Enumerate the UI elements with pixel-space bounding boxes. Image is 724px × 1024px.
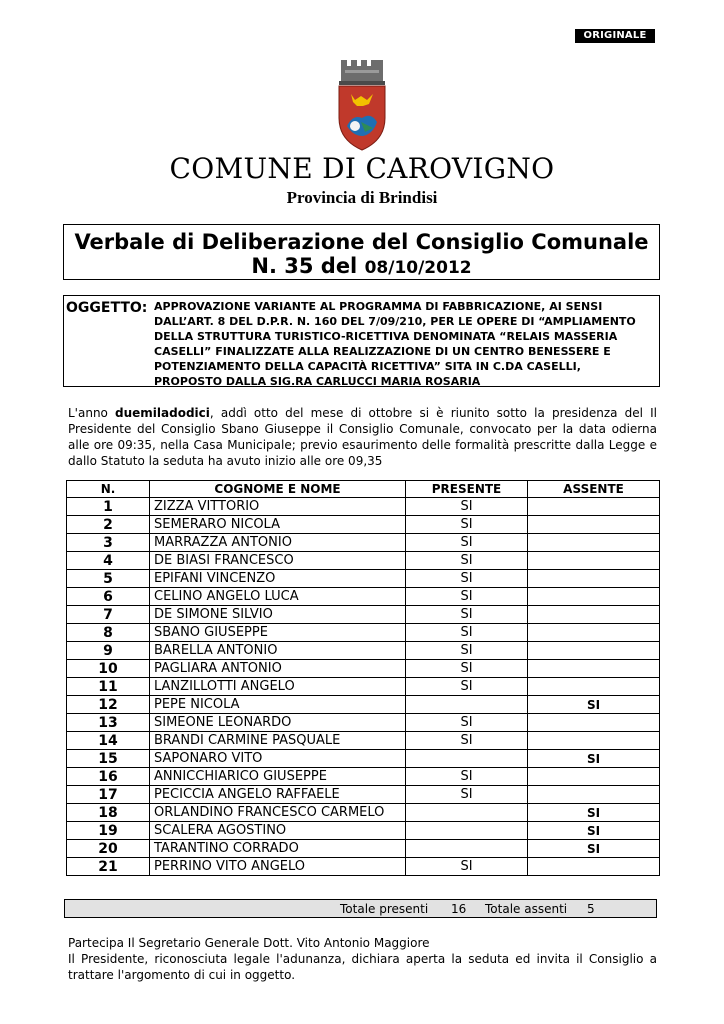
verbale-number: N. 35 (251, 254, 314, 278)
table-row (67, 840, 660, 858)
coat-of-arms-icon (327, 56, 397, 154)
row-presente: SI (406, 498, 528, 516)
row-name: MARRAZZA ANTONIO (150, 534, 406, 552)
row-number: 3 (67, 534, 150, 552)
row-presente: SI (406, 768, 528, 786)
row-presente (406, 750, 528, 768)
row-assente (528, 516, 660, 534)
row-name: SCALERA AGOSTINO (150, 822, 406, 840)
header-number: N. (67, 481, 150, 498)
table-row (67, 858, 660, 876)
row-presente: SI (406, 858, 528, 876)
verbale-number-line (64, 254, 659, 280)
table-row (67, 804, 660, 822)
row-name: LANZILLOTTI ANGELO (150, 678, 406, 696)
table-row (67, 768, 660, 786)
row-name: SEMERARO NICOLA (150, 516, 406, 534)
row-name: BARELLA ANTONIO (150, 642, 406, 660)
verbale-title: Verbale di Deliberazione del Consiglio Comunale (74, 230, 649, 254)
oggetto-line: APPROVAZIONE VARIANTE AL PROGRAMMA DI FABBRICAZIONE, AI SENSI (154, 300, 603, 313)
oggetto-line: PROPOSTO DALLA SIG.RA CARLUCCI MARIA ROSARIA (154, 375, 481, 388)
row-number: 17 (67, 786, 150, 804)
table-row (67, 588, 660, 606)
row-number: 12 (67, 696, 150, 714)
row-name: SIMEONE LEONARDO (150, 714, 406, 732)
oggetto-line: POTENZIAMENTO DELLA CAPACITÀ RICETTIVA” SITA IN C.DA CASELLI, (154, 360, 581, 373)
row-assente (528, 588, 660, 606)
row-assente (528, 642, 660, 660)
row-number: 2 (67, 516, 150, 534)
row-assente: SI (528, 822, 660, 840)
row-presente (406, 840, 528, 858)
row-number: 7 (67, 606, 150, 624)
municipality-title: COMUNE DI CAROVIGNO (169, 152, 555, 185)
totale-presenti-value: 16 (451, 902, 467, 916)
totale-assenti-label: Totale assenti (485, 902, 568, 916)
row-assente (528, 498, 660, 516)
row-number: 9 (67, 642, 150, 660)
row-name: SBANO GIUSEPPE (150, 624, 406, 642)
row-assente (528, 858, 660, 876)
header-presente: PRESENTE (406, 481, 528, 498)
table-row (67, 714, 660, 732)
row-name: DE SIMONE SILVIO (150, 606, 406, 624)
row-assente: SI (528, 840, 660, 858)
row-assente (528, 768, 660, 786)
table-row (67, 822, 660, 840)
table-row (67, 786, 660, 804)
row-number: 6 (67, 588, 150, 606)
row-assente (528, 552, 660, 570)
row-number: 16 (67, 768, 150, 786)
row-name: ZIZZA VITTORIO (150, 498, 406, 516)
row-name: ORLANDINO FRANCESCO CARMELO (150, 804, 406, 822)
row-assente (528, 624, 660, 642)
row-presente: SI (406, 516, 528, 534)
row-number: 5 (67, 570, 150, 588)
row-presente (406, 696, 528, 714)
row-name: DE BIASI FRANCESCO (150, 552, 406, 570)
row-number: 1 (67, 498, 150, 516)
header-assente: ASSENTE (528, 481, 660, 498)
row-name: PEPE NICOLA (150, 696, 406, 714)
row-assente: SI (528, 750, 660, 768)
table-row (67, 534, 660, 552)
intro-paragraph (68, 405, 657, 469)
row-assente (528, 786, 660, 804)
row-number: 4 (67, 552, 150, 570)
oggetto-line: CASELLI” FINALIZZATE ALLA REALIZZAZIONE DI UN CENTRO BENESSERE E (154, 345, 611, 358)
row-presente: SI (406, 642, 528, 660)
oggetto-text (154, 299, 648, 389)
verbale-header-box (63, 224, 660, 280)
oggetto-line: DELLA STRUTTURA TURISTICO-RICETTIVA DENOMINATA “RELAIS MASSERIA (154, 330, 618, 343)
row-name: ANNICCHIARICO GIUSEPPE (150, 768, 406, 786)
row-name: BRANDI CARMINE PASQUALE (150, 732, 406, 750)
oggetto-box (63, 295, 660, 387)
row-name: EPIFANI VINCENZO (150, 570, 406, 588)
table-row (67, 660, 660, 678)
row-presente (406, 804, 528, 822)
table-row (67, 732, 660, 750)
table-row (67, 498, 660, 516)
intro-prefix: L'anno (68, 406, 116, 420)
row-presente: SI (406, 732, 528, 750)
row-presente (406, 822, 528, 840)
table-row (67, 516, 660, 534)
table-row (67, 624, 660, 642)
province-subtitle: Provincia di Brindisi (286, 188, 438, 207)
row-name: SAPONARO VITO (150, 750, 406, 768)
table-row (67, 552, 660, 570)
president-statement: Il Presidente, riconosciuta legale l'adunanza, dichiara aperta la seduta ed invita il Consiglio a trattare l'argomento di cui in oggetto. (68, 952, 657, 982)
original-stamp: ORIGINALE (575, 29, 655, 43)
secretary-line: Partecipa Il Segretario Generale Dott. Vito Antonio Maggiore (68, 936, 430, 950)
row-number: 10 (67, 660, 150, 678)
oggetto-label: OGGETTO: (66, 300, 148, 316)
row-number: 14 (67, 732, 150, 750)
intro-year: duemiladodici (115, 406, 210, 420)
row-name: CELINO ANGELO LUCA (150, 588, 406, 606)
row-presente: SI (406, 570, 528, 588)
table-row (67, 696, 660, 714)
row-name: PERRINO VITO ANGELO (150, 858, 406, 876)
row-presente: SI (406, 534, 528, 552)
row-number: 19 (67, 822, 150, 840)
row-number: 8 (67, 624, 150, 642)
row-presente: SI (406, 660, 528, 678)
row-name: PAGLIARA ANTONIO (150, 660, 406, 678)
table-row (67, 750, 660, 768)
row-assente (528, 570, 660, 588)
row-assente (528, 732, 660, 750)
row-presente: SI (406, 606, 528, 624)
row-assente (528, 534, 660, 552)
totale-presenti-label: Totale presenti (340, 902, 429, 916)
row-number: 15 (67, 750, 150, 768)
intro-rest: , addì otto del mese di ottobre si è riunito sotto la presidenza del Il Presidente del Consiglio Sbano Giuseppe il Consiglio Comunale, convocato per la data odierna alle ore 09:35, nella Casa Municipale; previo esaurimento delle formalità prescritte dalla Legge e dallo Statuto la seduta ha avuto inizio alle ore 09,35 (68, 406, 657, 468)
verbale-del: del (320, 254, 358, 278)
row-number: 21 (67, 858, 150, 876)
attendance-header-row (67, 481, 660, 498)
table-row (67, 642, 660, 660)
row-number: 18 (67, 804, 150, 822)
row-number: 11 (67, 678, 150, 696)
row-name: TARANTINO CORRADO (150, 840, 406, 858)
totals-bar (64, 899, 657, 918)
row-presente: SI (406, 588, 528, 606)
totale-assenti-value: 5 (587, 902, 595, 916)
row-presente: SI (406, 552, 528, 570)
row-assente (528, 660, 660, 678)
row-assente: SI (528, 696, 660, 714)
row-assente (528, 678, 660, 696)
row-assente (528, 714, 660, 732)
table-row (67, 570, 660, 588)
row-presente: SI (406, 714, 528, 732)
row-presente: SI (406, 678, 528, 696)
attendance-body (67, 498, 660, 876)
row-name: PECICCIA ANGELO RAFFAELE (150, 786, 406, 804)
verbale-date: 08/10/2012 (364, 258, 472, 278)
row-presente: SI (406, 786, 528, 804)
oggetto-line: DALL’ART. 8 DEL D.P.R. N. 160 DEL 7/09/210, PER LE OPERE DI “AMPLIAMENTO (154, 315, 636, 328)
attendance-table (66, 480, 660, 876)
row-assente: SI (528, 804, 660, 822)
closing-section (68, 935, 657, 983)
table-row (67, 678, 660, 696)
row-presente: SI (406, 624, 528, 642)
row-number: 13 (67, 714, 150, 732)
row-number: 20 (67, 840, 150, 858)
table-row (67, 606, 660, 624)
header-name: COGNOME E NOME (150, 481, 406, 498)
row-assente (528, 606, 660, 624)
